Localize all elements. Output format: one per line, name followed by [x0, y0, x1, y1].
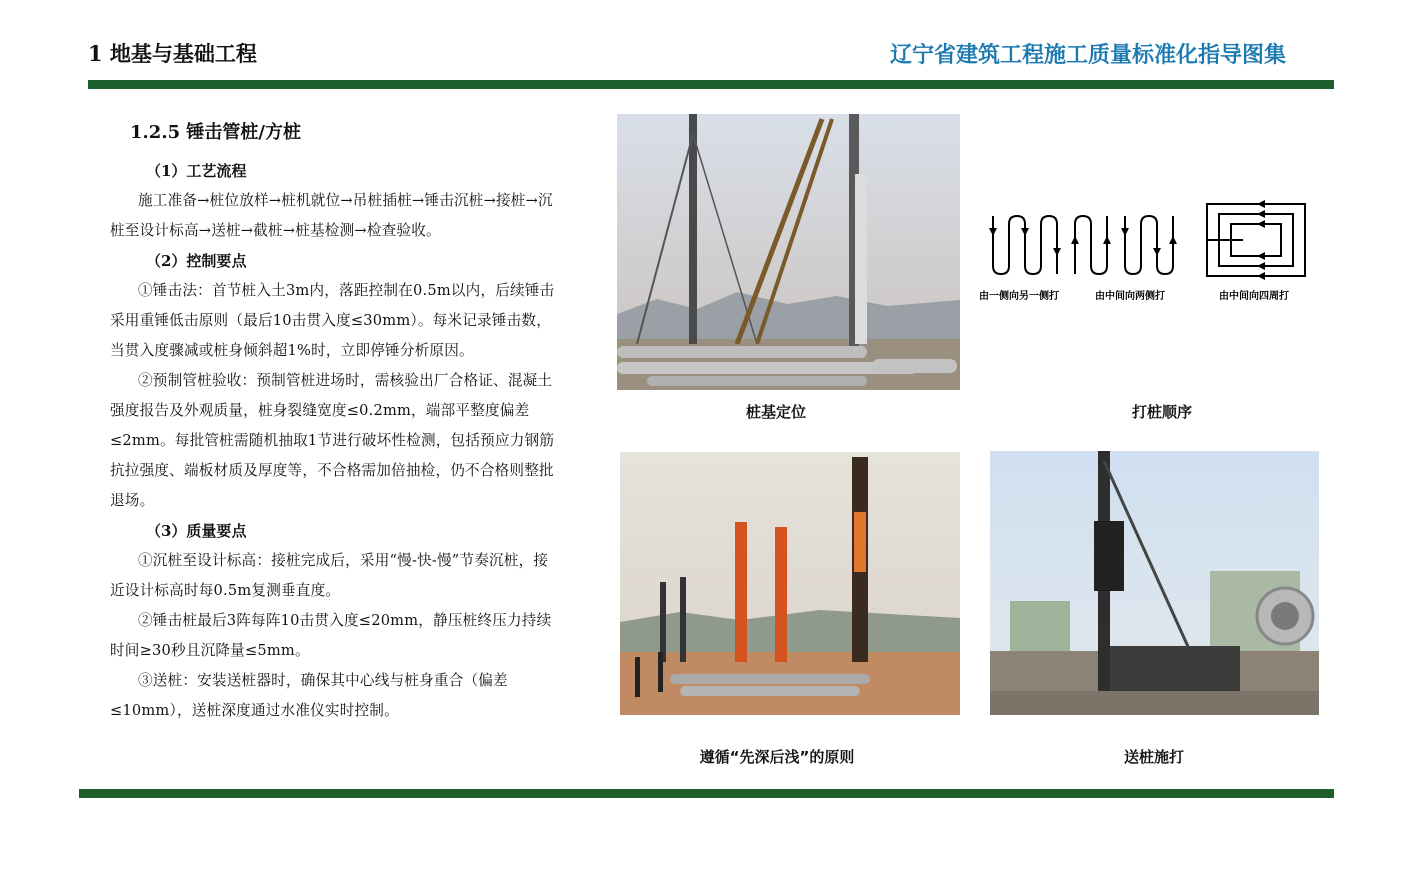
control-item: ②预制管桩验收：预制管桩进场时，需核验出厂合格证、混凝土强度报告及外观质量，桩身裂缝宽度≤0.2mm，端部平整度偏差≤2mm。每批管桩需随机抽取1节进行破坏性检测，包括预应力钢筋抗拉强度、端板材质及厚度等，不合格需加倍抽检，仍不合格则整批退场。 — [110, 372, 555, 509]
figure-caption: 打桩顺序 — [1131, 403, 1192, 421]
chapter-title: 1 地基与基础工程 — [88, 41, 257, 66]
diagram-label: 由中间向四周打 — [1219, 291, 1289, 302]
deep-first-photo — [620, 452, 960, 715]
bottom-divider — [79, 789, 1334, 798]
book-title: 辽宁省建筑工程施工质量标准化指导图集 — [890, 43, 1287, 68]
figure-caption: 遵循“先深后浅”的原则 — [699, 748, 855, 766]
pile-positioning-photo — [617, 114, 960, 390]
top-divider — [88, 80, 1334, 89]
follow-pile-photo — [990, 451, 1319, 715]
section-title: 1.2.5 锤击管桩/方桩 — [130, 122, 301, 143]
process-heading: （1）工艺流程 — [146, 162, 247, 180]
quality-heading: （3）质量要点 — [146, 522, 247, 540]
figure-caption: 桩基定位 — [745, 403, 806, 421]
diagram-label: 由中间向两侧打 — [1095, 291, 1165, 302]
text-column — [110, 118, 560, 726]
pile-sequence-diagram — [975, 196, 1320, 308]
control-heading: （2）控制要点 — [146, 252, 247, 270]
quality-item: ②锤击桩最后3阵每阵10击贯入度≤20mm，静压桩终压力持续时间≥30秒且沉降量≤5mm。 — [110, 612, 552, 659]
control-item: ①锤击法：首节桩入土3m内，落距控制在0.5m以内，后续锤击采用重锤低击原则（最后10击贯入度≤30mm）。每米记录锤击数，当贯入度骤减或桩身倾斜超1%时，立即停锤分析原因。 — [110, 282, 555, 359]
diagram-label: 由一侧向另一侧打 — [979, 291, 1059, 302]
process-text: 施工准备→桩位放样→桩机就位→吊桩插桩→锤击沉桩→接桩→沉桩至设计标高→送桩→截桩→桩基检测→检查验收。 — [110, 192, 553, 239]
quality-item: ③送桩：安装送桩器时，确保其中心线与桩身重合（偏差≤10mm），送桩深度通过水准仪实时控制。 — [110, 672, 508, 719]
figure-caption: 送桩施打 — [1123, 748, 1184, 766]
quality-item: ①沉桩至设计标高：接桩完成后，采用“慢-快-慢”节奏沉桩，接近设计标高时每0.5m复测垂直度。 — [110, 552, 549, 599]
